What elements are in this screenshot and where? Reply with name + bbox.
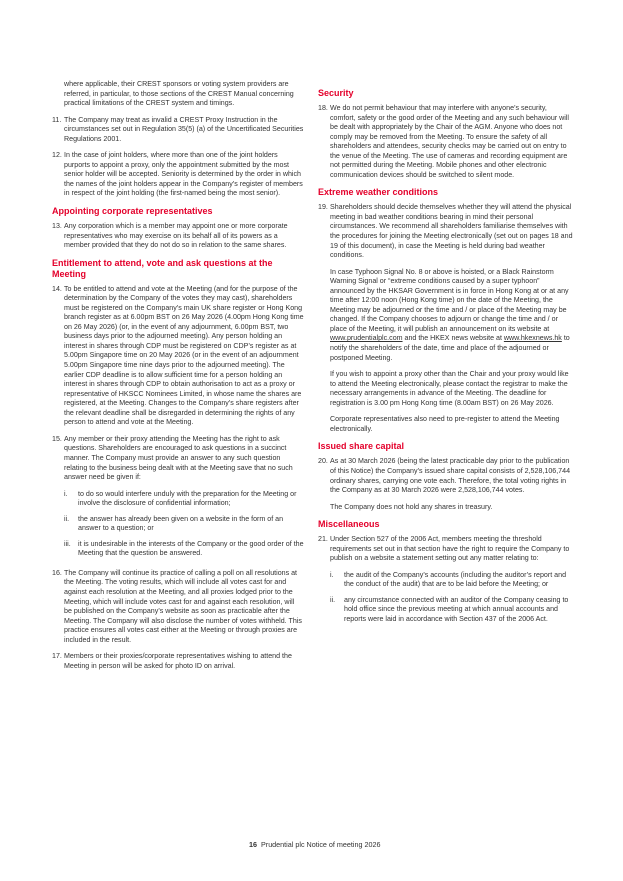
paragraph-text: Members or their proxies/corporate representatives wishing to attend the Meeting in person will be asked for photo ID on arrival.	[64, 652, 292, 670]
typhoon-text: In case Typhoon Signal No. 8 or above is hoisted, or a Black Rainstorm Warning Signal or “extreme conditions caused by a super typhoon” announced by the HKSAR Government is in force in Hong Kong at or at any time after 12:00 noon (Hong Kong time) on the date of the Meeting, the Meeting may be adjourned or the time and / or place of the Meeting may be changed. If the Company chooses to adjourn or change the time and / or place of the Meeting, it will publish an announcement on its website at	[330, 267, 569, 333]
sub-item-text: to do so would interfere unduly with the preparation for the Meeting or involve the disclosure of confidential information;	[78, 489, 297, 508]
paragraph-15	[52, 435, 304, 483]
paragraph-text: To be entitled to attend and vote at the Meeting (and for the purpose of the determination by the Company of the votes they may cast), shareholders must be registered on the Company’s main UK share register or Hong Kong branch register as at 6.00pm BST on 26 May 2026 (4.00pm Hong Kong time on 26 May 2026) (or, in the event of any adjournment, 6.00pm BST, two business days prior to the adjourned meeting). Any person holding an interest in shares through CDP must be registered on CDP’s register as at 5.00pm Singapore time on 20 May 2026 (or in the event of an adjournment 5.00pm Singapore time nine days prior to the adjourned meeting). The earlier CDP deadline is to allow sufficient time for a person holding an interest in shares through CDP to obtain authorisation to act as a proxy or representative of HKSCC Nominees Limited, in whose name the shares are registered, at the Meeting. Changes to the Company’s share registers after the relevant deadline shall be disregarded in determining the rights of any person to attend and vote at the Meeting.	[64, 284, 304, 427]
paragraph-number: 12.	[52, 151, 62, 160]
heading-issued-share-capital: Issued share capital	[318, 441, 405, 452]
sub-item-number: i.	[64, 489, 68, 498]
sub-item-number: ii.	[64, 514, 70, 523]
typhoon-text: and the HKEX news website at	[402, 334, 504, 343]
sub-item	[330, 596, 574, 625]
left-column	[52, 80, 304, 678]
footer-title: Prudential plc Notice of meeting 2026	[261, 840, 381, 849]
paragraph-14	[52, 285, 304, 428]
paragraph-number: 16.	[52, 568, 62, 577]
paragraph-19	[318, 203, 574, 260]
paragraph-19-proxy: If you wish to appoint a proxy other than the Chair and your proxy would like to attend the Meeting electronically, please contact the registrar to make the necessary arrangements in advance of the Meeting. The deadline for registration is 3.00 pm Hong Kong time (8.00am BST) on 26 May 2026.	[330, 370, 569, 407]
sub-item-text: any circumstance connected with an auditor of the Company ceasing to hold office since the previous meeting at which annual accounts and reports were laid in accordance with Section 437 of the 2006 Act.	[344, 595, 569, 623]
sub-item-number: ii.	[330, 595, 336, 604]
paragraph-text: Any corporation which is a member may appoint one or more corporate representatives who may exercise on its behalf all of its powers as a member provided that they do not do so in relation to the same shares.	[64, 222, 288, 250]
paragraph-21	[318, 535, 574, 564]
paragraph-number: 15.	[52, 434, 62, 443]
paragraph-20	[318, 457, 574, 495]
heading-security: Security	[318, 88, 354, 98]
paragraph-text: Shareholders should decide themselves whether they will attend the physical meeting in bad weather conditions bearing in mind their personal circumstances. We recommend all shareholders familiarise themselves with the procedures for joining the Meeting electronically (set out on pages 18 and 19 of this document), in case the Meeting is held during bad weather conditions.	[330, 203, 573, 260]
paragraph-19-corporate: Corporate representatives also need to pre-register to attend the Meeting electronically.	[330, 415, 560, 433]
sub-item	[64, 515, 304, 534]
heading-corporate-representatives: Appointing corporate representatives	[52, 206, 213, 217]
heading-entitlement: Entitlement to attend, vote and ask questions at the Meeting	[52, 257, 273, 279]
paragraph-number: 21.	[318, 535, 328, 544]
sub-item-text: the answer has already been given on a website in the form of an answer to a question; or	[78, 514, 284, 533]
paragraph-13	[52, 222, 304, 251]
sub-item	[330, 571, 574, 590]
sub-item	[64, 540, 304, 559]
paragraph-number: 20.	[318, 457, 328, 466]
paragraph-number: 19.	[318, 203, 328, 212]
sub-item-text: the audit of the Company’s accounts (including the auditor’s report and the conduct of the audit) that are to be laid before the Meeting; or	[344, 570, 567, 589]
paragraph-number: 17.	[52, 652, 62, 661]
page-number: 16	[249, 840, 257, 849]
sub-item-text: it is undesirable in the interests of the Company or the good order of the Meeting that the question be answered.	[78, 539, 304, 558]
paragraph-20-treasury: The Company does not hold any shares in treasury.	[330, 502, 493, 511]
paragraph-text: As at 30 March 2026 (being the latest practicable day prior to the publication of this Notice) the Company’s issued share capital consists of 2,528,106,744 ordinary shares, carrying one vote each. Therefore, the total voting rights in the Company as at 30 March 2026 were 2,528,106,744 votes.	[330, 457, 571, 495]
sub-item-number: i.	[330, 570, 334, 579]
page-footer	[249, 840, 380, 849]
paragraph-11	[52, 116, 304, 145]
paragraph-text: Under Section 527 of the 2006 Act, members meeting the threshold requirements set out in that section have the right to require the Company to publish on a website a statement setting out any matter relating to:	[330, 535, 570, 563]
paragraph-16	[52, 569, 304, 645]
paragraph-text: In the case of joint holders, where more than one of the joint holders purports to appoint a proxy, only the appointment submitted by the most senior holder will be accepted. Seniority is determined by the order in which the names of the joint holders appear in the Company’s register of members in respect of the joint holding (the first-named being the most senior).	[64, 151, 303, 198]
heading-miscellaneous: Miscellaneous	[318, 519, 380, 530]
typhoon-text: to notify the shareholders of the date, time and place of the adjourned or postponed Meeting.	[330, 334, 570, 362]
paragraph-text: The Company may treat as invalid a CREST Proxy Instruction in the circumstances set out in Regulation 35(5) (a) of the Uncertificated Securities Regulations 2001.	[64, 115, 304, 143]
paragraph-10-continued: where applicable, their CREST sponsors or voting system providers are referred, in particular, to those sections of the CREST Manual concerning practical limitations of the CREST system and timings.	[64, 80, 294, 108]
paragraph-12	[52, 151, 304, 199]
heading-extreme-weather: Extreme weather conditions	[318, 187, 439, 198]
paragraph-number: 13.	[52, 222, 62, 231]
paragraph-text: The Company will continue its practice of calling a poll on all resolutions at the Meeting. The voting results, which will include all votes cast for and against each resolution at the Meeting, and all proxies lodged prior to the Meeting, which will include votes cast for and against each resolution, will be published on the Company’s website as soon as practicable after the Meeting. The Company will also disclose the number of votes withheld. This practice ensures all votes cast either at the Meeting or through proxies are included in the result.	[64, 568, 302, 644]
hkex-website-link[interactable]: www.hkexnews.hk	[503, 334, 562, 343]
paragraph-17	[52, 652, 304, 671]
paragraph-text: Any member or their proxy attending the Meeting has the right to ask questions. Shareholders are encouraged to ask questions in a succinct manner. The Company must provide an answer to any such question relating to the business being dealt with at the Meeting save that no such answer need be given if:	[64, 434, 293, 482]
paragraph-number: 14.	[52, 284, 62, 293]
paragraph-number: 11.	[52, 115, 62, 124]
paragraph-18	[318, 104, 574, 180]
prudential-website-link[interactable]: www.prudentialplc.com	[330, 334, 403, 343]
sub-item	[64, 490, 304, 509]
right-column	[318, 80, 574, 631]
paragraph-text: We do not permit behaviour that may interfere with anyone’s security, comfort, safety or the good order of the Meeting and any such behaviour will be dealt with appropriately by the Chair of the AGM. Anyone who does not comply may be removed from the Meeting. To ensure the safety of all shareholders and attendees, security checks may be carried out on entry to the venue of the Meeting. The use of cameras and recording equipment are not permitted during the Meeting. Mobile phones and other electronic communication devices should be switched to silent mode.	[330, 104, 569, 179]
paragraph-19-typhoon	[330, 268, 574, 363]
paragraph-number: 18.	[318, 104, 328, 112]
sub-item-number: iii.	[64, 539, 71, 548]
